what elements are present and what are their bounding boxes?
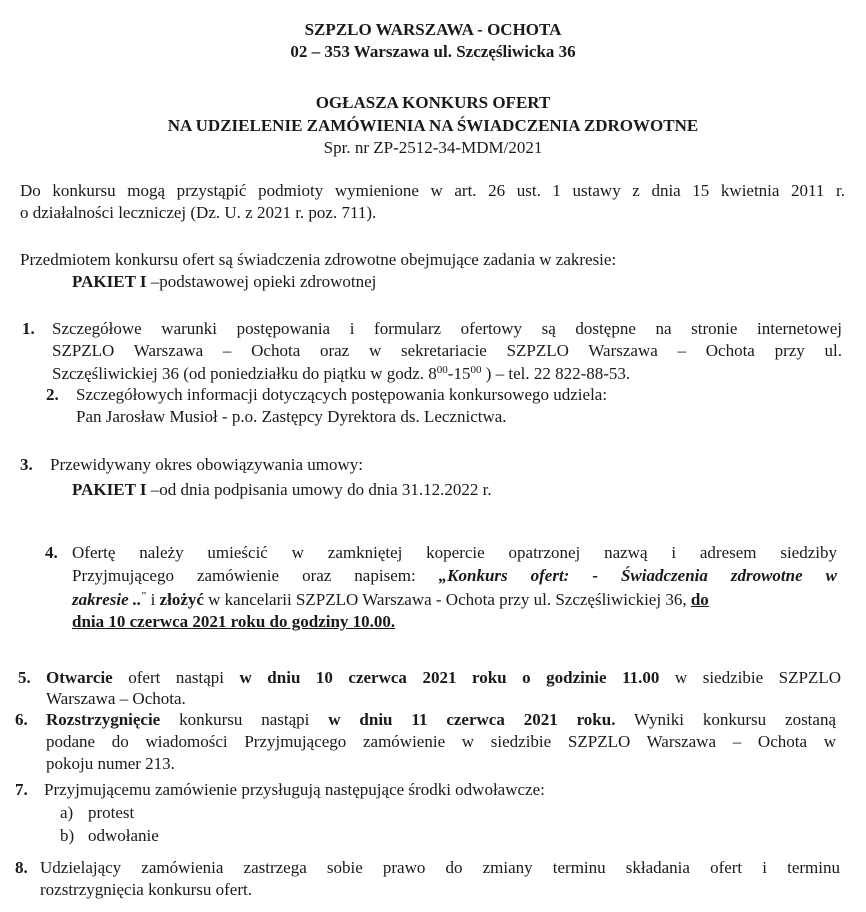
item-1-hours-text: Szczęśliwickiej 36 (od poniedziałku do piątku w godz. 8 (52, 364, 437, 383)
sublist-item-appeal: odwołanie (88, 826, 159, 845)
item-5-text: ofert nastąpi (112, 668, 240, 687)
resolution-label: Rozstrzygnięcie (46, 710, 161, 729)
item-1-hours-sep: -15 (447, 364, 471, 383)
item-4-deadline-start: do (690, 590, 709, 609)
package-description: –podstawowej opieki zdrowotnej (146, 272, 377, 291)
item-4-line-3 (72, 590, 837, 610)
case-number: Spr. nr ZP-2512-34-MDM/2021 (323, 138, 543, 157)
item-4-line-1: Ofertę należy umieścić w zamkniętej kopercie opatrzonej nazwą i adresem siedziby (72, 543, 837, 562)
item-5-line-2: Warszawa – Ochota. (46, 689, 186, 708)
item-4-deadline: dnia 10 czerwca 2021 roku do godziny 10.00. (72, 612, 396, 631)
item-number: 6. (15, 710, 28, 729)
org-name: SZPZLO WARSZAWA - OCHOTA (304, 20, 562, 39)
item-number: 5. (18, 668, 31, 687)
item-2-line-1: Szczegółowych informacji dotyczących postępowania konkursowego udziela: (76, 385, 608, 404)
item-7-line-1: Przyjmującemu zamówienie przysługują następujące środki odwoławcze: (44, 780, 545, 799)
sublist-label-b: b) (60, 826, 75, 845)
hour-from-sup: 00 (436, 364, 448, 376)
item-4-envelope-label-end: zakresie .. (72, 590, 142, 609)
package-label: PAKIET I (72, 480, 147, 499)
item-4-envelope-label: „Konkurs ofert: - Świadczenia zdrowotne w (438, 566, 837, 585)
org-address: 02 – 353 Warszawa ul. Szczęśliwicka 36 (290, 42, 576, 61)
item-number: 1. (22, 319, 35, 338)
announcement-subtitle: NA UDZIELENIE ZAMÓWIENIA NA ŚWIADCZENIA ZDROWOTNE (167, 116, 699, 135)
item-2-line-2: Pan Jarosław Musioł - p.o. Zastępcy Dyrektora ds. Lecznictwa. (76, 407, 507, 426)
item-8-line-1: Udzielający zamówienia zastrzega sobie prawo do zmiany terminu składania ofert i terminu (40, 858, 840, 877)
item-number: 3. (20, 455, 33, 474)
item-5-line-1 (46, 668, 841, 688)
item-number: 2. (46, 385, 59, 404)
closing-quote: ” (141, 590, 147, 602)
item-4-text: Przyjmującego zamówienie oraz napisem: (72, 566, 439, 585)
opening-date: w dniu 10 czerwca 2021 roku o godzinie 11.00 (239, 668, 660, 687)
item-8-line-2: rozstrzygnięcia konkursu ofert. (40, 880, 252, 899)
item-6-line-3: pokoju numer 213. (46, 754, 175, 773)
item-5-place: w siedzibie SZPZLO (659, 668, 841, 687)
item-number: 7. (15, 780, 28, 799)
item-6-line-2: podane do wiadomości Przyjmującego zamówienie w siedzibie SZPZLO Warszawa – Ochota w (46, 732, 836, 751)
intro-line-2: o działalności leczniczej (Dz. U. z 2021 r. poz. 711). (20, 203, 377, 222)
item-number: 8. (15, 858, 28, 877)
package-label: PAKIET I (72, 272, 147, 291)
item-number: 4. (45, 543, 58, 562)
item-1-line-1: Szczegółowe warunki postępowania i formularz ofertowy są dostępne na stronie internetowej (52, 319, 842, 338)
opening-label: Otwarcie (46, 668, 113, 687)
sublist-item-protest: protest (88, 803, 135, 822)
resolution-date: w dniu 11 czerwca 2021 roku. (328, 710, 616, 729)
item-3-line-1: Przewidywany okres obowiązywania umowy: (50, 455, 364, 474)
item-4-line-2 (72, 566, 837, 586)
item-3-package (72, 480, 492, 500)
announcement-title: OGŁASZA KONKURS OFERT (315, 93, 551, 112)
subject-line: Przedmiotem konkursu ofert są świadczenia zdrowotne obejmujące zadania w zakresie: (20, 250, 617, 269)
intro-line-1: Do konkursu mogą przystąpić podmioty wymienione w art. 26 ust. 1 ustawy z dnia 15 kwietnia 2011 r. (20, 181, 845, 200)
item-4-submit-word: złożyć (159, 590, 204, 609)
item-6-results: Wyniki konkursu zostaną (615, 710, 836, 729)
hour-to-sup: 00 (470, 364, 482, 376)
item-6-text: konkursu nastąpi (160, 710, 329, 729)
sublist-label-a: a) (60, 803, 74, 822)
subject-package (72, 272, 376, 292)
item-4-location: w kancelarii SZPZLO Warszawa - Ochota przy ul. Szczęśliwickiej 36, (203, 590, 691, 609)
item-4-space: i (146, 590, 160, 609)
item-6-line-1 (46, 710, 836, 730)
item-1-phone: ) – tel. 22 822-88-53. (481, 364, 631, 383)
item-1-line-2: SZPZLO Warszawa – Ochota oraz w sekretariacie SZPZLO Warszawa – Ochota przy ul. (52, 341, 842, 360)
package-description: –od dnia podpisania umowy do dnia 31.12.2022 r. (146, 480, 492, 499)
item-1-line-3 (52, 364, 630, 384)
